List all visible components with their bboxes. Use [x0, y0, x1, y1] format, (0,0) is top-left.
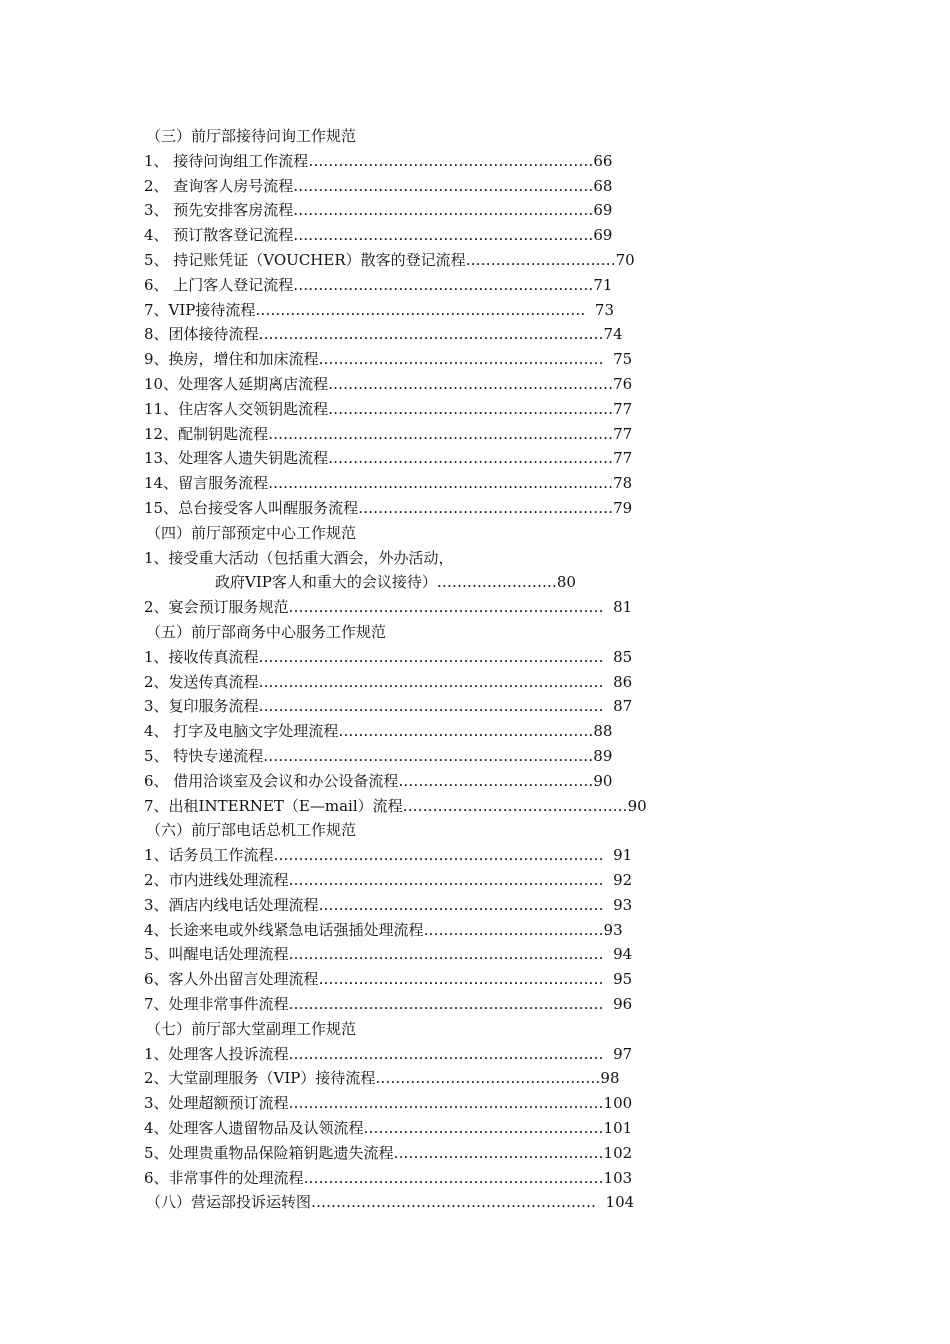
toc-entry: 6、非常事件的处理流程……………………………………………………103: [144, 1168, 633, 1187]
toc-entry: 9、换房，增住和加床流程………………………………………………… 75: [144, 350, 633, 369]
toc-entry: 2、 查询客人房号流程……………………………………………………68: [144, 176, 613, 195]
toc-section-heading: （三）前厅部接待问询工作规范: [146, 127, 357, 145]
toc-entry: 2、市内进线处理流程……………………………………………………… 92: [144, 871, 633, 889]
toc-section-heading: （五）前厅部商务中心服务工作规范: [146, 623, 387, 641]
toc-entry: 12、配制钥匙流程……………………………………………………………77: [144, 424, 633, 443]
toc-entry: 2、发送传真流程…………………………………………………………… 86: [144, 672, 633, 691]
toc-entry: 6、客人外出留言处理流程………………………………………………… 95: [144, 970, 633, 989]
toc-entry: 3、复印服务流程…………………………………………………………… 87: [144, 697, 633, 716]
toc-entry: 2、大堂副理服务（VIP）接待流程………………………………………98: [144, 1069, 620, 1088]
toc-entry: 14、留言服务流程……………………………………………………………78: [144, 474, 633, 493]
toc-entry: 4、长途来电或外线紧急电话强插处理流程………………………………93: [144, 920, 623, 939]
toc-entry: 1、话务员工作流程………………………………………………………… 91: [144, 846, 633, 865]
toc-entry: 4、 预订散客登记流程……………………………………………………69: [144, 226, 613, 245]
toc-entry: 6、 上门客人登记流程……………………………………………………71: [144, 275, 613, 294]
toc-entry: 5、叫醒电话处理流程……………………………………………………… 94: [144, 945, 633, 964]
toc-entry: 11、住店客人交领钥匙流程…………………………………………………77: [144, 399, 633, 418]
toc-entry: 10、处理客人延期离店流程…………………………………………………76: [144, 375, 633, 393]
toc-entry: 6、 借用洽谈室及会议和办公设备流程…………………………………90: [144, 771, 613, 790]
toc-entry: 13、处理客人遗失钥匙流程…………………………………………………77: [144, 449, 633, 468]
toc-entry: 1、接收传真流程…………………………………………………………… 85: [144, 647, 633, 666]
toc-entry: 1、 接待问询组工作流程…………………………………………………66: [144, 151, 613, 170]
toc-section-heading: （四）前厅部预定中心工作规范: [146, 523, 357, 542]
toc-entry: 政府VIP客人和重大的会议接待）……………………80: [215, 573, 576, 592]
toc-section-heading: （六）前厅部电话总机工作规范: [146, 821, 357, 840]
toc-entry: 1、处理客人投诉流程……………………………………………………… 97: [144, 1044, 633, 1063]
toc-entry: 4、处理客人遗留物品及认领流程…………………………………………101: [144, 1119, 633, 1137]
toc-entry: 5、 特快专递流程…………………………………………………………89: [144, 747, 613, 765]
toc-entry: 7、出租INTERNET（E—mail）流程………………………………………90: [144, 796, 647, 815]
toc-entry: 1、接受重大活动（包括重大酒会，外办活动，: [144, 548, 454, 567]
toc-entry: 15、总台接受客人叫醒服务流程……………………………………………79: [144, 499, 633, 517]
toc-section-heading: （八）营运部投诉运转图………………………………………………… 104: [146, 1193, 635, 1212]
toc-entry: 5、 持记账凭证（VOUCHER）散客的登记流程…………………………70: [144, 251, 635, 269]
toc-section-heading: （七）前厅部大堂副理工作规范: [146, 1019, 357, 1038]
toc-entry: 3、 预先安排客房流程……………………………………………………69: [144, 201, 613, 220]
toc-entry: 4、 打字及电脑文字处理流程……………………………………………88: [144, 722, 613, 741]
toc-entry: 8、团体接待流程……………………………………………………………74: [144, 325, 623, 344]
toc-entry: 7、处理非常事件流程……………………………………………………… 96: [144, 995, 633, 1013]
toc-entry: 5、处理贵重物品保险箱钥匙遗失流程……………………………………102: [144, 1143, 633, 1162]
toc-entry: 7、VIP接待流程………………………………………………………… 73: [144, 300, 615, 319]
toc-entry: 3、酒店内线电话处理流程………………………………………………… 93: [144, 895, 633, 914]
toc-entry: 3、处理超额预订流程………………………………………………………100: [144, 1094, 633, 1113]
toc-entry: 2、宴会预订服务规范……………………………………………………… 81: [144, 598, 633, 617]
